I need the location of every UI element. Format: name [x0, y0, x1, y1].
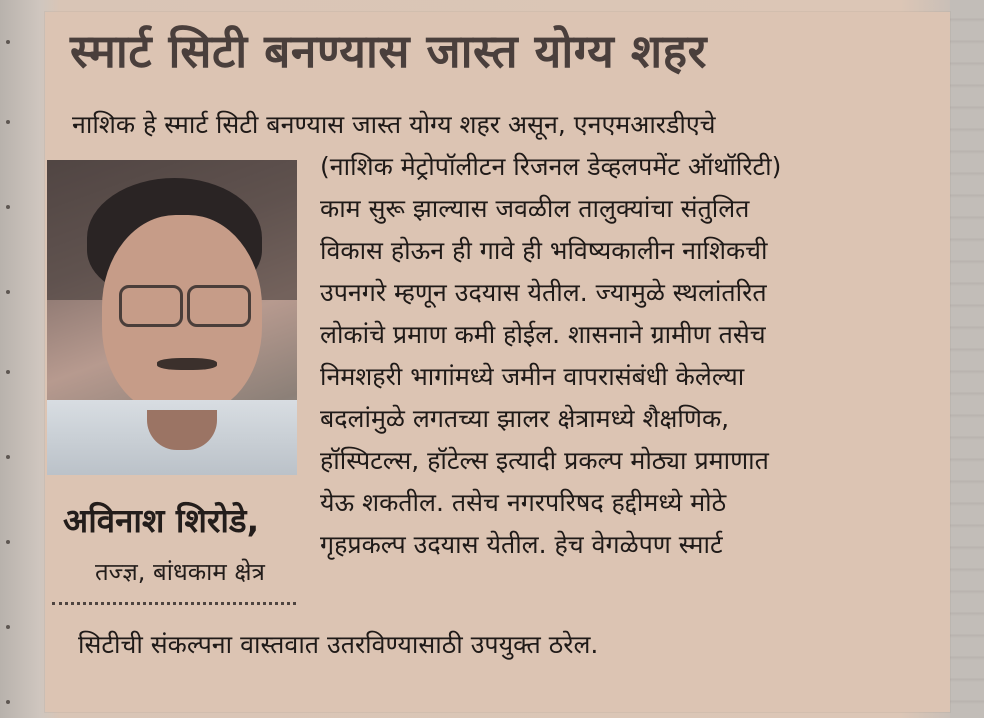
- article-headline: स्मार्ट सिटी बनण्यास जास्त योग्य शहर: [70, 24, 707, 78]
- portrait-photo: [47, 160, 297, 475]
- article-line: येऊ शकतील. तसेच नगरपरिषद हद्दीमध्ये मोठे: [320, 488, 727, 517]
- article-line: गृहप्रकल्प उदयास येतील. हेच वेगळेपण स्मार्ट: [320, 530, 723, 559]
- scan-edge-dots: [6, 0, 12, 718]
- article-line: बदलांमुळे लगतच्या झालर क्षेत्रामध्ये शैक्षणिक,: [320, 404, 730, 433]
- article-line: हॉस्पिटल्स, हॉटेल्स इत्यादी प्रकल्प मोठ्या प्रमाणात: [320, 446, 769, 475]
- article-line: (नाशिक मेट्रोपॉलीटन रिजनल डेव्हलपमेंट ऑथॉरिटी): [320, 152, 782, 181]
- article-line: निमशहरी भागांमध्ये जमीन वापरासंबंधी केलेल्या: [320, 362, 745, 391]
- article-line: उपनगरे म्हणून उदयास येतील. ज्यामुळे स्थलांतरित: [320, 278, 767, 307]
- article-line: नाशिक हे स्मार्ट सिटी बनण्यास जास्त योग्य शहर असून, एनएमआरडीएचे: [72, 110, 716, 139]
- caption-role: तज्ज्ञ, बांधकाम क्षेत्र: [95, 558, 265, 586]
- article-line: लोकांचे प्रमाण कमी होईल. शासनाने ग्रामीण तसेच: [320, 320, 766, 349]
- article-line: सिटीची संकल्पना वास्तवात उतरविण्यासाठी उपयुक्त ठरेल.: [78, 630, 599, 659]
- caption-divider: [52, 602, 296, 605]
- article-line: काम सुरू झाल्यास जवळील तालुक्यांचा संतुलित: [320, 194, 750, 223]
- adjacent-page-strip: [950, 0, 984, 718]
- caption-name: अविनाश शिरोडे,: [63, 501, 260, 540]
- article-line: विकास होऊन ही गावे ही भविष्यकालीन नाशिकची: [320, 236, 768, 265]
